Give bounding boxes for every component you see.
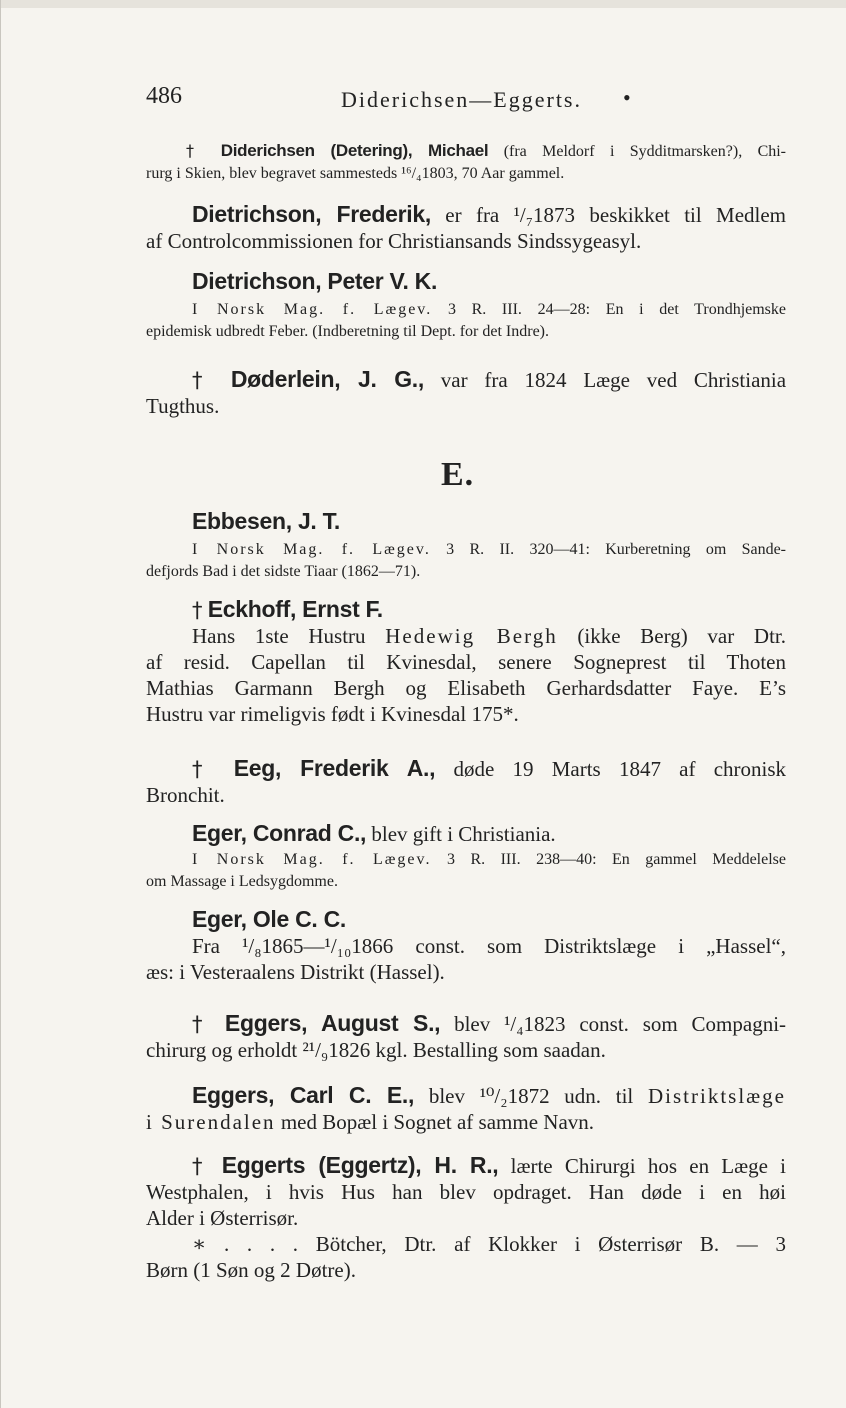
entry-eggerts: † Eggerts (Eggertz), H. R., lærte Chirurgi hos en Læge i Westphalen, i hvis Hus han blev opdraget. Han døde i en høi Alder i Østerrisør. ∗ . . . . Bötcher, Dtr. af Klokker i Østerrisør B. — 3 Børn (1 Søn og 2 Døtre). xyxy=(146,1152,787,1282)
entry-eggers-carl: Eggers, Carl C. E., blev ¹⁰/₂1872 udn. til Distriktslæge i Surendalen med Bopæl i Sognet af samme Navn. xyxy=(146,1082,786,1134)
spaced-place: i Surendalen xyxy=(146,1110,276,1134)
dagger-mark: † xyxy=(192,1012,212,1036)
journal-reference: I Norsk Mag. f. Lægev. xyxy=(192,541,431,558)
page-header xyxy=(146,83,786,117)
entry-dietrichson-frederik: Dietrichson, Frederik, er fra ¹/₇1873 beskikket til Medlem af Controlcommissionen for Christiansands Sindssygeasyl. xyxy=(146,201,787,253)
entry-name: Ebbesen, J. T. xyxy=(192,508,340,534)
entry-eggers-august: † Eggers, August S., blev ¹/₄1823 const. som Compagni- chirurg og erholdt ²¹/₉1826 kgl. Bestalling som saadan. xyxy=(146,1010,787,1062)
entry-eckhoff: † Eckhoff, Ernst F. Hans 1ste Hustru Hedewig Bergh (ikke Berg) var Dtr. af resid. Capellan til Kvinesdal, senere Sogneprest til Thoten Mathias Garmann Bergh og Elisabeth Gerhardsdatter Faye. E’s Hustru var rimeligvis født i Kvinesdal 175*. xyxy=(146,596,787,726)
entry-name: Døderlein, J. G., xyxy=(230,366,424,392)
dagger-mark: † xyxy=(192,757,216,781)
dagger-mark: † xyxy=(192,598,203,622)
entry-name: Eger, Ole C. C. xyxy=(192,906,346,932)
entry-eeg: † Eeg, Frederik A., døde 19 Marts 1847 af chronisk Bronchit. xyxy=(146,755,787,807)
entry-name: Diderichsen (Detering), Michael xyxy=(220,141,489,160)
entry-name: Eggers, August S., xyxy=(224,1010,441,1036)
entry-name: Eeg, Frederik A., xyxy=(233,755,436,781)
ellipsis-marker: ∗ . . . . xyxy=(192,1232,299,1256)
page-number: 486 xyxy=(146,83,182,109)
entry-dietrichson-peter: Dietrichson, Peter V. K. I Norsk Mag. f. Lægev. 3 R. III. 24—28: En i det Trondhjemske epidemisk udbredt Feber. (Indberetning til Dept. for det Indre). xyxy=(146,268,787,340)
dagger-mark: † xyxy=(186,141,206,160)
entry-diderichsen: † Diderichsen (Detering), Michael (fra Meldorf i Sydditmarsken?), Chi- rurg i Skien, blev begravet sammesteds ¹⁶/₄1803, 70 Aar gammel. xyxy=(146,141,787,182)
spaced-name: Hedewig Bergh xyxy=(385,624,558,648)
entry-name: Eggerts (Eggertz), H. R., xyxy=(221,1152,499,1178)
section-letter: E. xyxy=(441,456,475,493)
journal-reference: I Norsk Mag. f. Lægev. xyxy=(192,851,432,868)
page-top-edge xyxy=(1,0,846,8)
entry-name: Eggers, Carl C. E., xyxy=(192,1082,415,1108)
journal-reference: I Norsk Mag. f. Lægev. xyxy=(192,301,433,318)
running-head: Diderichsen—Eggerts. xyxy=(341,87,582,112)
header-dot: • xyxy=(623,85,631,110)
spaced-title: Distriktslæge xyxy=(647,1084,786,1108)
entry-name: Dietrichson, Peter V. K. xyxy=(192,268,438,294)
entry-name: Eckhoff, Ernst F. xyxy=(207,596,383,622)
entry-eger-ole: Eger, Ole C. C. Fra ¹/₈1865—¹/₁₀1866 const. som Distriktslæge i „Hassel“, æs: i Vesteraalens Distrikt (Hassel). xyxy=(146,906,786,984)
entry-name: Eger, Conrad C., xyxy=(192,820,367,846)
entry-eger-conrad: Eger, Conrad C., blev gift i Christiania. I Norsk Mag. f. Lægev. 3 R. III. 238—40: En gammel Meddelelse om Massage i Ledsygdomme. xyxy=(146,820,786,890)
entry-doderlein: † Døderlein, J. G., var fra 1824 Læge ved Christiania Tugthus. xyxy=(146,366,787,418)
entry-ebbesen: Ebbesen, J. T. I Norsk Mag. f. Lægev. 3 R. II. 320—41: Kurberetning om Sande- defjords Bad i det sidste Tiaar (1862—71). xyxy=(146,508,786,580)
dagger-mark: † xyxy=(192,1154,210,1178)
entry-name: Dietrichson, Frederik, xyxy=(192,201,431,227)
dagger-mark: † xyxy=(192,368,215,392)
